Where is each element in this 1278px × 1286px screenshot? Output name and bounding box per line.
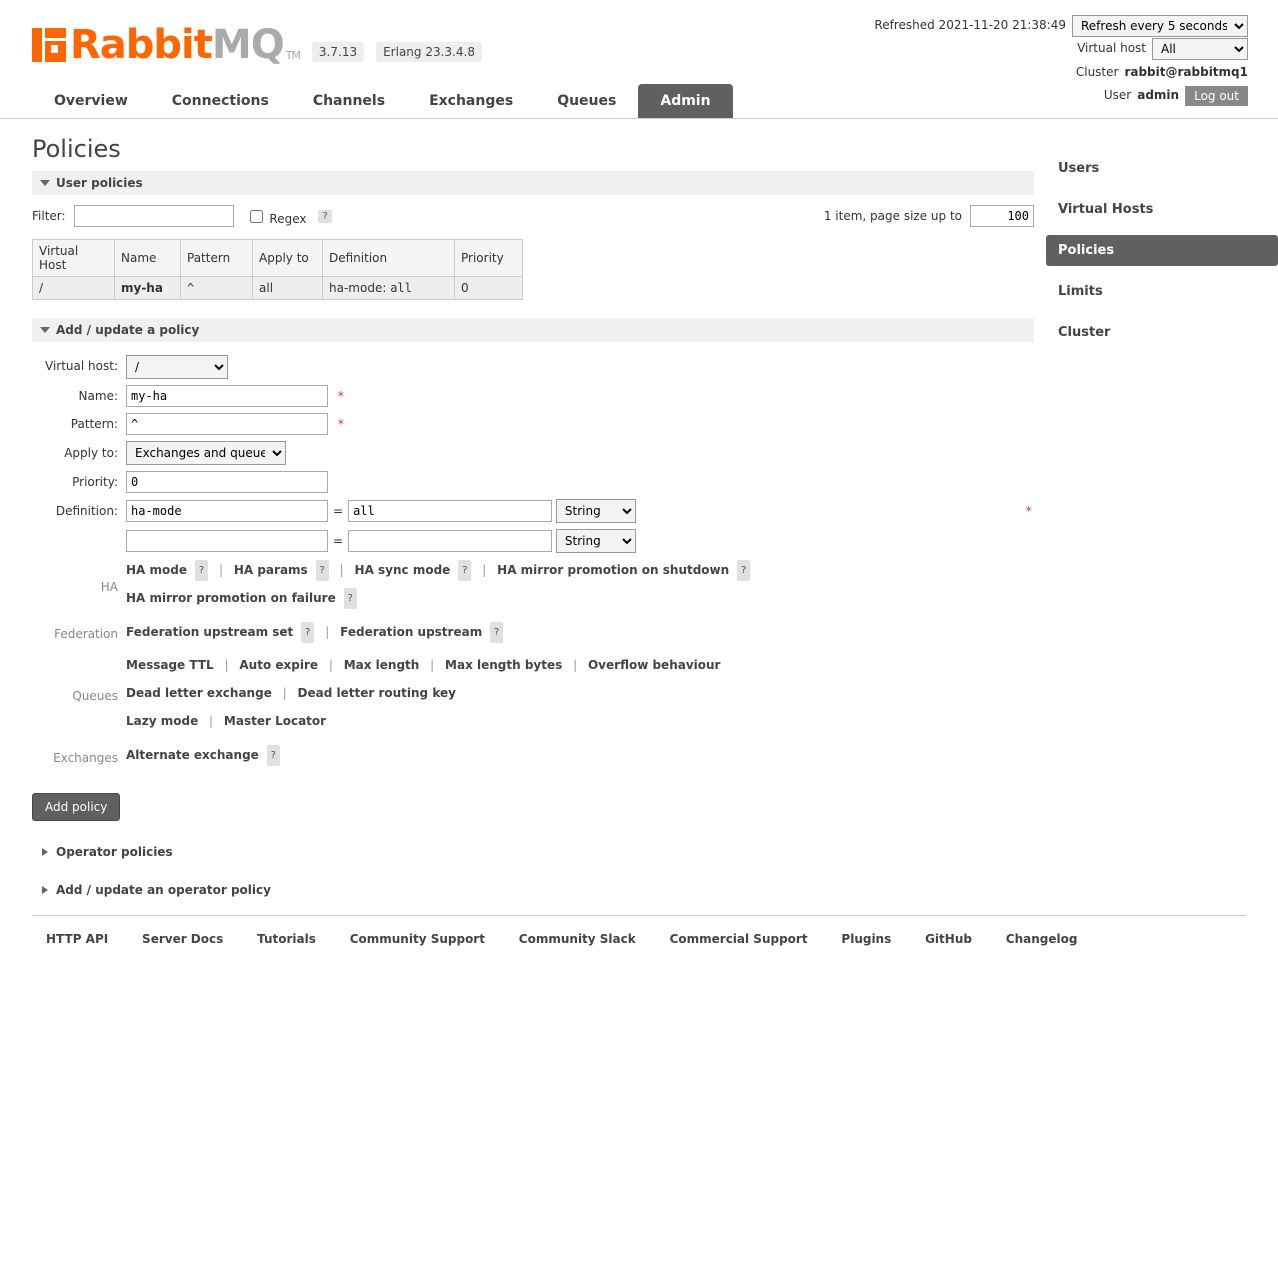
regex-label-text: Regex <box>269 211 307 226</box>
label-virtual-host: Virtual host: <box>45 359 118 374</box>
footer-link-github[interactable]: GitHub <box>925 931 972 946</box>
erlang-version-badge: Erlang 23.3.4.8 <box>376 42 482 62</box>
form-row-federation-shortcuts <box>32 618 1036 652</box>
form-row-ha-shortcuts <box>32 556 1036 618</box>
table-header-row <box>33 240 523 277</box>
table-row[interactable] <box>33 277 523 300</box>
label-pattern: Pattern: <box>70 417 118 431</box>
definition-value-input-2[interactable] <box>348 530 552 552</box>
vhost-label: Virtual host <box>1077 41 1146 56</box>
version-badge: 3.7.13 <box>312 42 364 62</box>
label-definition: Definition: <box>55 504 118 518</box>
policy-applyto-select[interactable] <box>126 441 286 465</box>
footer-link-changelog[interactable]: Changelog <box>1005 931 1078 946</box>
ha-mode-help-icon[interactable]: ? <box>195 560 208 581</box>
sidebar-item-policies[interactable]: Policies <box>1046 235 1278 266</box>
tab-overview[interactable]: Overview <box>54 93 128 109</box>
logo-mq-text: MQ <box>211 22 284 68</box>
definition-key-input-2[interactable] <box>126 530 328 552</box>
group-links-federation <box>122 618 1036 652</box>
filter-label: Filter: <box>32 209 66 223</box>
logout-button[interactable]: Log out <box>1185 86 1248 106</box>
sidebar-item-limits[interactable]: Limits <box>1058 284 1103 299</box>
definition-value: all <box>390 281 412 295</box>
link-lazy-mode[interactable]: Lazy mode <box>126 713 199 728</box>
definition-value-input-1[interactable] <box>348 500 552 522</box>
main-content <box>0 135 1278 897</box>
add-update-policy-section-label: Add / update a policy <box>56 323 200 337</box>
link-ha-mirror-promotion-on-failure[interactable]: HA mirror promotion on failure <box>126 590 336 605</box>
regex-help-icon[interactable]: ? <box>318 210 331 223</box>
rabbitmq-mark-icon <box>32 28 66 62</box>
chevron-right-icon <box>42 848 48 856</box>
footer-link-community-support[interactable]: Community Support <box>349 931 485 946</box>
field-apply-to <box>122 438 1036 468</box>
form-row-applyto <box>32 438 1036 468</box>
group-label-queues: Queues <box>72 689 118 704</box>
item-count-text: 1 item, page size up to <box>823 209 962 223</box>
tab-admin[interactable]: Admin <box>638 84 732 118</box>
federation-links-line-1 <box>126 621 1032 644</box>
tab-queues[interactable]: Queues <box>557 93 617 109</box>
footer-link-http-api[interactable]: HTTP API <box>46 931 109 946</box>
sidebar-item-virtual-hosts[interactable]: Virtual Hosts <box>1058 202 1154 217</box>
pattern-required-marker: * <box>337 417 344 431</box>
chevron-down-icon <box>40 180 50 186</box>
field-pattern <box>122 410 1036 438</box>
link-master-locator[interactable]: Master Locator <box>223 713 327 728</box>
cluster-label: Cluster <box>1075 64 1119 79</box>
separator: | <box>328 658 333 673</box>
add-policy-button[interactable]: Add policy <box>32 793 120 821</box>
link-overflow-behaviour[interactable]: Overflow behaviour <box>587 658 721 673</box>
sidebar-item-users[interactable]: Users <box>1058 161 1100 176</box>
form-row-vhost <box>32 352 1036 382</box>
form-row-pattern <box>32 410 1036 438</box>
column-priority[interactable]: Priority <box>455 240 523 277</box>
link-dead-letter-routing-key[interactable]: Dead letter routing key <box>297 686 456 701</box>
link-alternate-exchange[interactable]: Alternate exchange <box>126 747 259 762</box>
link-ha-mirror-promotion-on-shutdown[interactable]: HA mirror promotion on shutdown <box>497 563 730 577</box>
link-federation-upstream[interactable]: Federation upstream <box>340 624 483 639</box>
group-label-exchanges: Exchanges <box>53 750 118 765</box>
exchanges-links-line-1 <box>126 744 1032 767</box>
field-definition-2 <box>122 526 1036 556</box>
link-ha-sync-mode[interactable]: HA sync mode <box>354 563 451 577</box>
equals-sign-2: = <box>333 534 344 548</box>
user-name: admin <box>1137 88 1180 103</box>
page-size-input[interactable] <box>970 205 1034 227</box>
footer-link-server-docs[interactable]: Server Docs <box>142 931 224 946</box>
form-row-definition-1 <box>32 496 1036 526</box>
link-max-length-bytes[interactable]: Max length bytes <box>445 658 563 673</box>
cluster-name: rabbit@rabbitmq1 <box>1124 64 1248 79</box>
label-definition-empty <box>32 526 122 556</box>
ha-promotion-failure-help-icon[interactable]: ? <box>344 588 357 609</box>
vhost-filter-select[interactable] <box>1152 38 1248 60</box>
form-row-name <box>32 382 1036 410</box>
link-message-ttl[interactable]: Message TTL <box>126 658 214 673</box>
tab-channels[interactable]: Channels <box>312 93 386 109</box>
page-title: Policies <box>32 135 121 163</box>
user-label: User <box>1103 88 1132 103</box>
add-update-policy-section-header[interactable] <box>32 318 1034 342</box>
column-virtual-host[interactable]: Virtual Host <box>33 240 115 277</box>
separator: | <box>325 624 330 639</box>
footer-link-tutorials[interactable]: Tutorials <box>257 931 316 946</box>
user-policies-section-label: User policies <box>56 176 143 190</box>
rabbitmq-logo <box>32 22 300 68</box>
definition-required-marker: * <box>1025 504 1032 518</box>
link-auto-expire[interactable]: Auto expire <box>239 658 319 673</box>
definition-type-select-2[interactable] <box>556 529 636 553</box>
ha-sync-mode-help-icon[interactable]: ? <box>458 560 471 581</box>
chevron-down-icon <box>40 327 50 333</box>
label-name: Name: <box>78 389 118 403</box>
queues-links-line-1 <box>126 654 1032 677</box>
separator: | <box>282 686 287 701</box>
queues-links-line-3 <box>126 710 1032 733</box>
link-federation-upstream-set[interactable]: Federation upstream set <box>126 624 294 639</box>
cell-apply-to: all <box>253 277 323 300</box>
equals-sign-1: = <box>333 504 344 518</box>
separator: | <box>573 658 578 673</box>
separator: | <box>482 563 487 577</box>
name-required-marker: * <box>337 389 344 403</box>
header-divider <box>0 118 1278 119</box>
form-row-queues-shortcuts <box>32 651 1036 740</box>
ha-links-line-2 <box>126 587 1032 610</box>
form-row-exchanges-shortcuts <box>32 741 1036 775</box>
link-ha-mode[interactable]: HA mode <box>126 563 187 577</box>
link-max-length[interactable]: Max length <box>343 658 420 673</box>
header-status-area <box>874 14 1248 108</box>
ha-promotion-shutdown-help-icon[interactable]: ? <box>737 560 750 581</box>
label-priority: Priority: <box>72 475 118 489</box>
add-update-operator-policy-section-header[interactable] <box>32 883 1034 897</box>
group-links-ha <box>122 556 1036 618</box>
footer-link-community-slack[interactable]: Community Slack <box>518 931 636 946</box>
regex-checkbox[interactable] <box>250 210 263 223</box>
link-dead-letter-exchange[interactable]: Dead letter exchange <box>126 686 272 701</box>
group-label-federation: Federation <box>54 627 118 642</box>
filter-row <box>32 205 1034 227</box>
form-row-priority <box>32 468 1036 496</box>
page-footer <box>32 915 1246 946</box>
separator: | <box>209 713 214 728</box>
footer-link-plugins[interactable]: Plugins <box>841 931 892 946</box>
alternate-exchange-help-icon[interactable]: ? <box>267 745 280 766</box>
footer-link-commercial-support[interactable]: Commercial Support <box>669 931 808 946</box>
policy-pattern-input[interactable] <box>126 413 328 435</box>
refresh-interval-select[interactable] <box>1072 15 1248 37</box>
cell-virtual-host: / <box>33 277 115 300</box>
separator: | <box>218 563 223 577</box>
tab-connections[interactable]: Connections <box>171 93 269 109</box>
separator: | <box>430 658 435 673</box>
field-priority <box>122 468 1036 496</box>
column-pattern[interactable]: Pattern <box>181 240 253 277</box>
cell-priority: 0 <box>455 277 523 300</box>
column-definition[interactable]: Definition <box>323 240 455 277</box>
cell-definition <box>323 277 455 300</box>
add-update-operator-policy-section-label: Add / update an operator policy <box>56 882 271 897</box>
federation-upstream-help-icon[interactable]: ? <box>490 622 503 643</box>
form-row-definition-2 <box>32 526 1036 556</box>
main-navigation-tabs <box>32 84 733 118</box>
link-ha-params[interactable]: HA params <box>233 563 308 577</box>
ha-links-line-1 <box>126 559 1032 582</box>
label-apply-to: Apply to: <box>64 446 118 460</box>
federation-upstream-set-help-icon[interactable]: ? <box>301 622 314 643</box>
logo-tm-text: TM <box>285 49 300 62</box>
policy-form <box>32 352 1036 775</box>
pagesize-area <box>824 205 1034 227</box>
column-apply-to[interactable]: Apply to <box>253 240 323 277</box>
cell-pattern: ^ <box>181 277 253 300</box>
operator-policies-section-label: Operator policies <box>56 844 173 859</box>
refreshed-timestamp: Refreshed 2021-11-20 21:38:49 <box>874 18 1066 32</box>
policy-priority-input[interactable] <box>126 471 328 493</box>
page-header <box>0 0 1278 118</box>
column-name[interactable]: Name <box>115 240 181 277</box>
user-policies-section-header[interactable] <box>32 171 1034 195</box>
separator: | <box>224 658 229 673</box>
group-links-queues <box>122 651 1036 740</box>
tab-exchanges[interactable]: Exchanges <box>429 93 514 109</box>
operator-policies-section-header[interactable] <box>32 845 1034 859</box>
group-label-ha: HA <box>100 579 118 594</box>
queues-links-line-2 <box>126 682 1032 705</box>
search-input[interactable] <box>74 205 234 227</box>
definition-type-select-1[interactable] <box>556 499 636 523</box>
sidebar-item-cluster[interactable]: Cluster <box>1058 325 1111 340</box>
regex-checkbox-label[interactable] <box>246 207 307 226</box>
field-definition-1 <box>122 496 1036 526</box>
logo-rabbit-text: Rabbit <box>70 22 212 68</box>
separator: | <box>339 563 344 577</box>
field-virtual-host <box>122 352 1036 382</box>
definition-key-input-1[interactable] <box>126 500 328 522</box>
admin-side-navigation <box>1046 153 1278 358</box>
ha-params-help-icon[interactable]: ? <box>316 560 329 581</box>
policies-table <box>32 239 523 300</box>
field-name <box>122 382 1036 410</box>
definition-key: ha-mode: <box>329 281 387 295</box>
policy-vhost-select[interactable] <box>126 355 228 379</box>
cell-name[interactable]: my-ha <box>115 277 181 300</box>
policy-name-input[interactable] <box>126 385 328 407</box>
group-links-exchanges <box>122 741 1036 775</box>
chevron-right-icon <box>42 886 48 894</box>
